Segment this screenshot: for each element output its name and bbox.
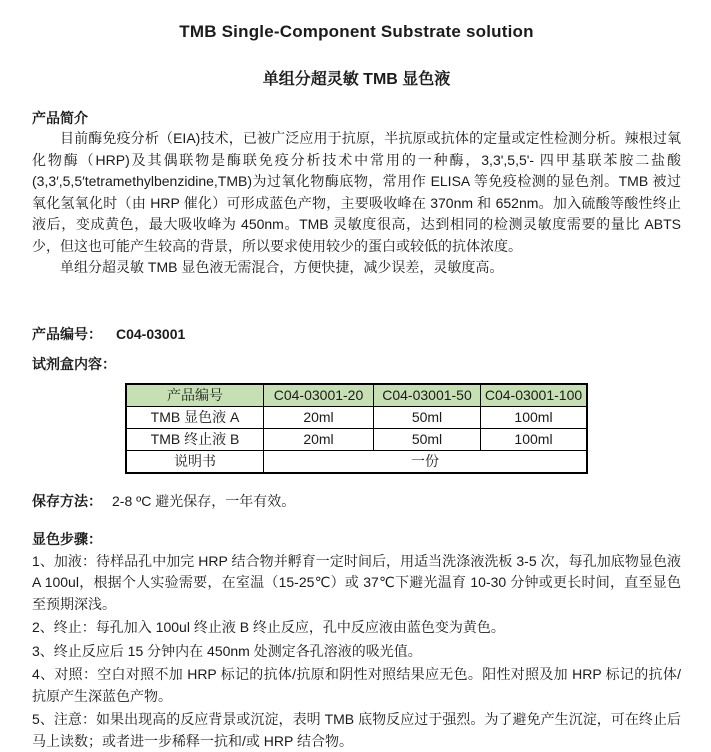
kit-contents-heading: 试剂盒内容：: [32, 355, 116, 372]
table-cell: 50ml: [374, 428, 481, 450]
storage-line: [32, 491, 681, 511]
intro-paragraph-2: 单组分超灵敏 TMB 显色液无需混合，方便快捷，减少误差，灵敏度高。: [60, 259, 504, 275]
storage-text: 2-8 ºC 避光保存，一年有效。: [112, 492, 296, 509]
table-cell-merged: 一份: [264, 450, 588, 473]
kit-contents-table: [125, 383, 588, 474]
step-item-3: 3、终止反应后 15 分钟内在 450nm 处测定各孔溶液的吸光值。: [32, 642, 422, 659]
title-chinese: 单组分超灵敏 TMB 显色液: [262, 71, 451, 88]
storage-label: 保存方法：: [32, 492, 102, 509]
step-item-4: 4、对照：空白对照不加 HRP 标记的抗体/抗原和阴性对照结果应无色。阳性对照及加 HRP 标记的抗体/抗原产生深蓝色产物。: [32, 666, 681, 704]
table-cell: 说明书: [126, 450, 264, 473]
product-number-line: [32, 324, 681, 344]
title-english: TMB Single-Component Substrate solution: [179, 22, 534, 41]
table-cell: 50ml: [374, 406, 481, 428]
table-row: [126, 450, 587, 473]
table-cell: 20ml: [264, 406, 374, 428]
step-item-5: 5、注意：如果出现高的反应背景或沉淀，表明 TMB 底物反应过于强烈。为了避免产生沉淀，可在终止后马上读数；或者进一步稀释一抗和/或 HRP 结合物。: [32, 711, 681, 749]
table-cell: TMB 终止液 B: [126, 428, 264, 450]
step-item-1: 1、加液：待样品孔中加完 HRP 结合物并孵育一定时间后，用适当洗涤液洗板 3-5 次，每孔加底物显色液 A 100ul，根据个人实验需要，在室温（15-25℃）或 37℃下避光温育 10-30 分钟或更长时间，直至显色至预期深浅。: [32, 552, 681, 612]
table-cell: TMB 显色液 A: [126, 406, 264, 428]
step-item-2: 2、终止：每孔加入 100ul 终止液 B 终止反应，孔中反应液由蓝色变为黄色。: [32, 619, 505, 635]
table-row: [126, 406, 587, 428]
table-row: [126, 428, 587, 450]
table-header-cell: C04-03001-20: [264, 384, 374, 407]
intro-paragraph-1: 目前酶免疫分析（EIA)技术，已被广泛应用于抗原，半抗原或抗体的定量或定性检测分析。辣根过氧化物酶（HRP)及其偶联物是酶联免疫分析技术中常用的一种酶，3,3',5,5'- 四甲基联苯胺二盐酸(3,3′,5,5′tetramethylbenzidine,TMB)为过氧化物酶底物，常用作 ELISA 等免疫检测的显色剂。TMB 被过氧化氢氧化时（由 HRP 催化）可形成蓝色产物，主要吸收峰在 370nm 和 652nm。加入硫酸等酸性终止液后，变成黄色，最大吸收峰为 450nm。TMB 灵敏度很高，达到相同的检测灵敏度需要的量比 ABTS 少，但这也可能产生较高的背景，所以要求使用较少的蛋白或较低的抗体浓度。: [32, 130, 681, 254]
table-header-cell: C04-03001-50: [374, 384, 481, 407]
product-number-label: 产品编号：: [32, 325, 102, 342]
table-header-row: [126, 384, 587, 407]
table-header-cell: 产品编号: [126, 384, 264, 407]
product-number-value: C04-03001: [116, 325, 186, 342]
table-cell: 100ml: [481, 406, 588, 428]
table-cell: 100ml: [481, 428, 588, 450]
steps-heading: 显色步骤：: [32, 530, 102, 547]
intro-heading: 产品简介: [32, 110, 88, 126]
table-header-cell: C04-03001-100: [481, 384, 588, 407]
table-cell: 20ml: [264, 428, 374, 450]
